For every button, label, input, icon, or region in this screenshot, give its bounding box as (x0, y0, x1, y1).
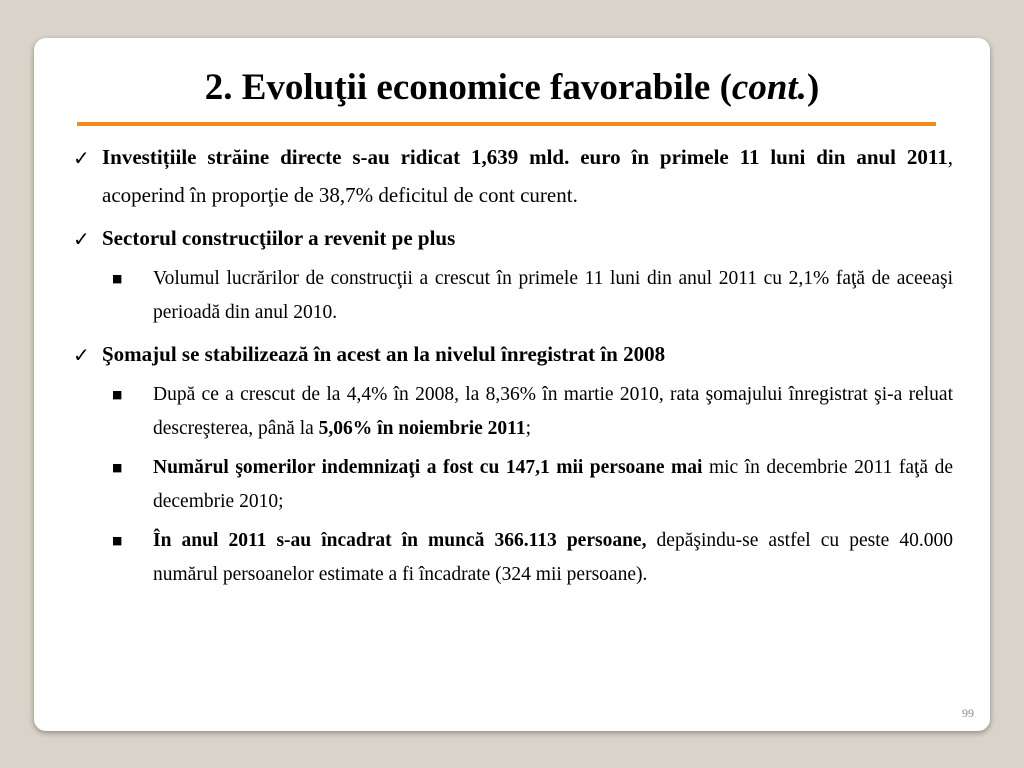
check-icon: ✓ (73, 227, 90, 251)
page-number: 99 (962, 706, 974, 720)
slide (34, 38, 990, 731)
square-bullet-icon: ■ (112, 461, 123, 474)
slide-content (73, 138, 953, 597)
check-icon: ✓ (73, 146, 90, 170)
square-bullet-icon: ■ (112, 388, 123, 401)
title-underline (77, 122, 936, 126)
bullet-unemployment: ✓ Şomajul se stabilizează în acest an la nivelul înregistrat în 2008 (73, 335, 953, 373)
sub-bullet-unemployed-count: ■ Numărul şomerilor indemnizaţi a fost cu 147,1 mii persoane mai mic în decembrie 2011 faţă de decembrie 2010; (73, 451, 953, 519)
sub-bullet-unemployment-rate: ■ După ce a crescut de la 4,4% în 2008, la 8,36% în martie 2010, rata şomajului înregistrat şi-a reluat descreşterea, până la 5,06% în noiembrie 2011; (73, 378, 953, 446)
square-bullet-icon: ■ (112, 534, 123, 547)
sub-bullet-construction-volume: ■ Volumul lucrărilor de construcţii a crescut în primele 11 luni din anul 2011 cu 2,1% faţă de aceeaşi perioadă din anul 2010. (73, 262, 953, 330)
bullet-investments: ✓ Investițiile străine directe s-au ridicat 1,639 mld. euro în primele 11 luni din anul 2011, acoperind în proporţie de 38,7% deficitul de cont curent. (73, 138, 953, 214)
bullet-construction: ✓ Sectorul construcţiilor a revenit pe plus (73, 219, 953, 257)
slide-title: 2. Evoluţii economice favorabile (cont.) (204, 67, 820, 108)
check-icon: ✓ (73, 343, 90, 367)
square-bullet-icon: ■ (112, 272, 123, 285)
sub-bullet-employment: ■ În anul 2011 s-au încadrat în muncă 366.113 persoane, depăşindu-se astfel cu peste 40.000 numărul persoanelor estimate a fi încadrate (324 mii persoane). (73, 524, 953, 592)
